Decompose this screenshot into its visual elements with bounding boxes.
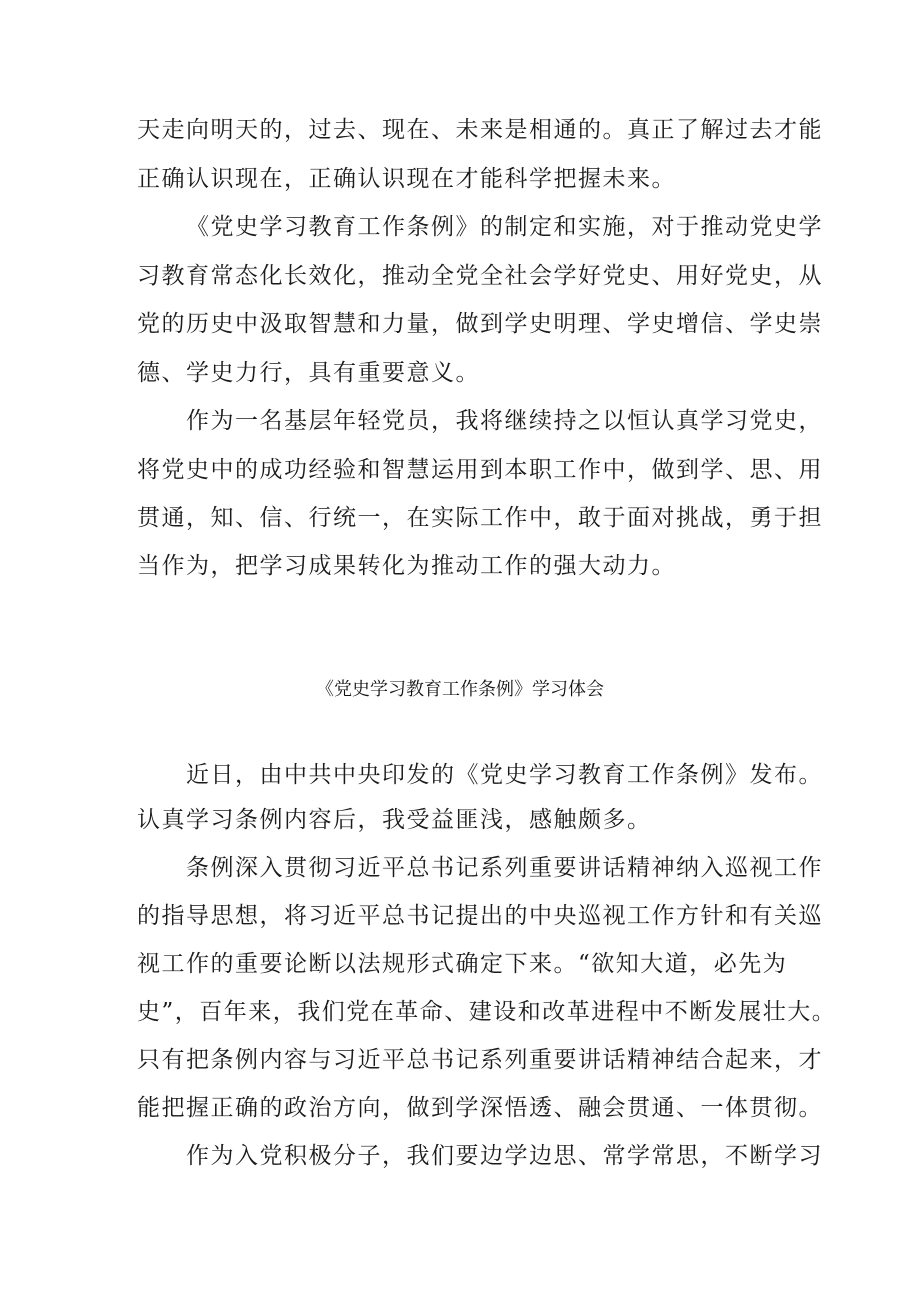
paragraph-line: 近日，由中共中央印发的《党史学习教育工作条例》发布。 — [186, 762, 823, 788]
paragraph-line: 德、学史力行，具有重要意义。 — [137, 360, 480, 386]
article-title: 《党史学习教育工作条例》学习体会 — [316, 679, 604, 701]
paragraph-line: 将党史中的成功经验和智慧运用到本职工作中，做到学、思、用 — [137, 457, 823, 483]
paragraph-line: 视工作的重要论断以法规形式确定下来。“欲知大道，必先为 — [137, 951, 788, 977]
paragraph-line: 史”，百年来，我们党在革命、建设和改革进程中不断发展壮大。 — [137, 999, 837, 1025]
paragraph-line: 认真学习条例内容后，我受益匪浅，感触颇多。 — [137, 807, 652, 833]
paragraph-line: 贯通，知、信、行统一，在实际工作中，敢于面对挑战，勇于担 — [137, 505, 823, 531]
paragraph-line: 当作为，把学习成果转化为推动工作的强大动力。 — [137, 553, 676, 579]
paragraph-line: 作为入党积极分子，我们要边学边思、常学常思，不断学习 — [186, 1143, 823, 1169]
paragraph-line: 条例深入贯彻习近平总书记系列重要讲话精神纳入巡视工作 — [186, 855, 823, 881]
paragraph-line: 《党史学习教育工作条例》的制定和实施，对于推动党史学 — [186, 214, 823, 240]
paragraph-line: 党的历史中汲取智慧和力量，做到学史明理、学史增信、学史崇 — [137, 311, 823, 337]
paragraph-line: 只有把条例内容与习近平总书记系列重要讲话精神结合起来，才 — [137, 1047, 823, 1073]
paragraph-line: 作为一名基层年轻党员，我将继续持之以恒认真学习党史， — [186, 408, 823, 434]
paragraph-line: 天走向明天的，过去、现在、未来是相通的。真正了解过去才能 — [137, 117, 823, 143]
paragraph-line: 能把握正确的政治方向，做到学深悟透、融会贯通、一体贯彻。 — [137, 1095, 823, 1121]
paragraph-line: 习教育常态化长效化，推动全党全社会学好党史、用好党史，从 — [137, 263, 823, 289]
paragraph-line: 正确认识现在，正确认识现在才能科学把握未来。 — [137, 166, 676, 192]
paragraph-line: 的指导思想，将习近平总书记提出的中央巡视工作方针和有关巡 — [137, 903, 823, 929]
